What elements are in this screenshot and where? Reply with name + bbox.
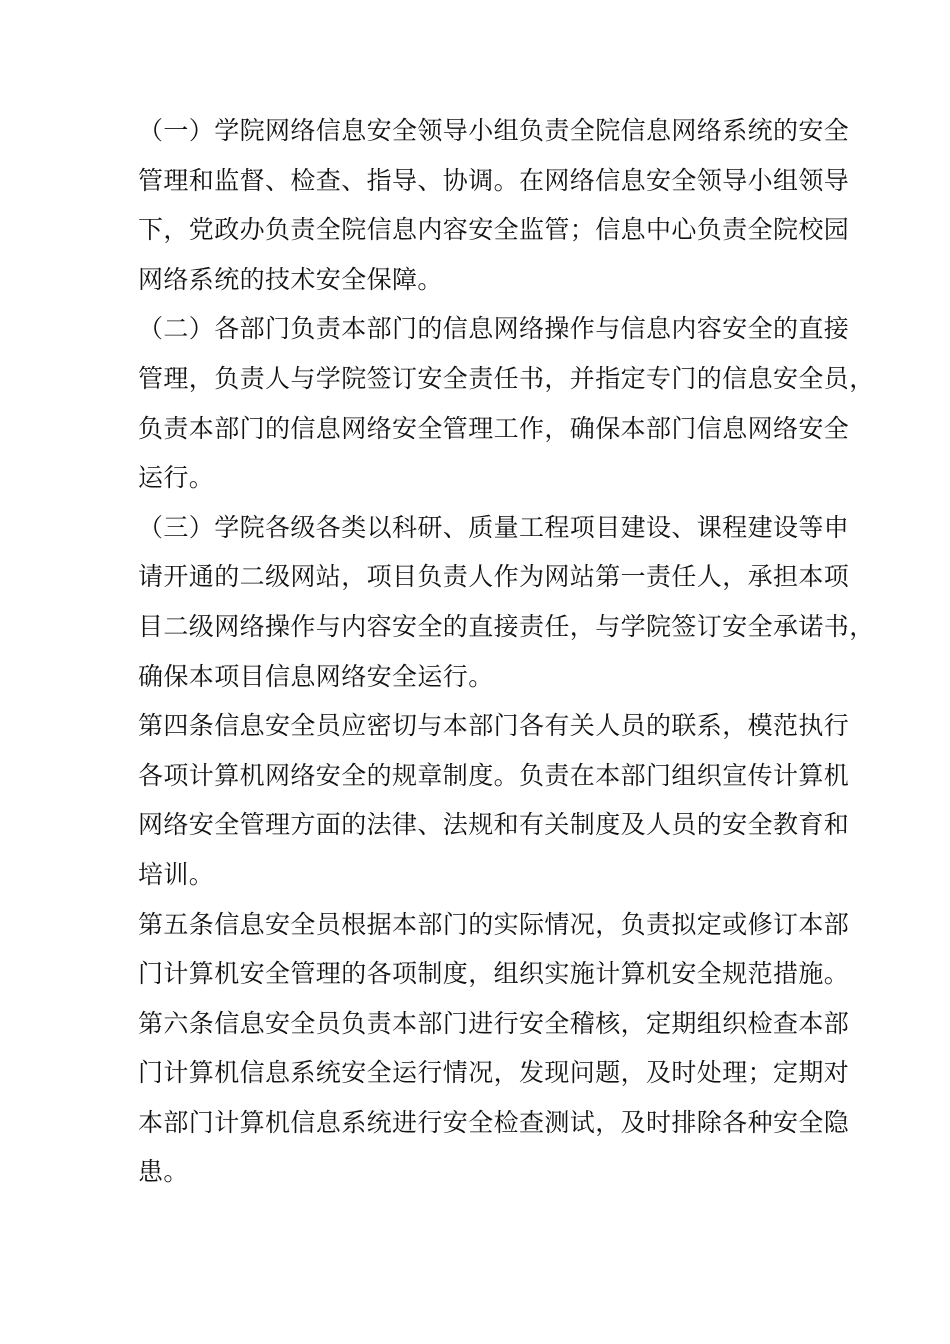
text-line: 管理，负责人与学院签订安全责任书，并指定专门的信息安全员， (138, 363, 875, 393)
text-line: 患。 (138, 1157, 189, 1187)
text-line: 运行。 (138, 463, 215, 493)
text-line: 目二级网络操作与内容安全的直接责任，与学院签订安全承诺书， (138, 611, 875, 641)
text-line: 第六条信息安全员负责本部门进行安全稽核，定期组织检查本部 (138, 1008, 850, 1038)
text-line: 门计算机安全管理的各项制度，组织实施计算机安全规范措施。 (138, 959, 850, 989)
text-line: 本部门计算机信息系统进行安全检查测试，及时排除各种安全隐 (138, 1107, 850, 1137)
text-line: 培训。 (138, 859, 215, 889)
text-line: 网络系统的技术安全保障。 (138, 264, 443, 294)
text-line: （二）各部门负责本部门的信息网络操作与信息内容安全的直接 (138, 314, 850, 344)
paragraph-article-4 (138, 701, 850, 899)
text-line: （三）学院各级各类以科研、质量工程项目建设、课程建设等申 (138, 512, 850, 542)
text-line: 第四条信息安全员应密切与本部门各有关人员的联系，模范执行 (138, 711, 850, 741)
text-line: 请开通的二级网站，项目负责人作为网站第一责任人，承担本项 (138, 562, 850, 592)
text-line: 负责本部门的信息网络安全管理工作，确保本部门信息网络安全 (138, 413, 850, 443)
text-line: 确保本项目信息网络安全运行。 (138, 661, 494, 691)
text-line: 各项计算机网络安全的规章制度。负责在本部门组织宣传计算机 (138, 760, 850, 790)
text-line: 管理和监督、检查、指导、协调。在网络信息安全领导小组领导 (138, 165, 850, 195)
text-line: 下，党政办负责全院信息内容安全监管；信息中心负责全院校园 (138, 215, 850, 245)
paragraph-section-3 (138, 503, 875, 701)
text-line: 门计算机信息系统安全运行情况，发现问题，及时处理；定期对 (138, 1058, 850, 1088)
paragraph-section-1 (138, 106, 850, 304)
paragraph-article-6 (138, 999, 850, 1197)
paragraph-article-5 (138, 900, 850, 999)
text-line: 第五条信息安全员根据本部门的实际情况，负责拟定或修订本部 (138, 909, 850, 939)
document-body (138, 106, 875, 1197)
paragraph-section-2 (138, 304, 875, 502)
text-line: 网络安全管理方面的法律、法规和有关制度及人员的安全教育和 (138, 810, 850, 840)
text-line: （一）学院网络信息安全领导小组负责全院信息网络系统的安全 (138, 116, 850, 145)
